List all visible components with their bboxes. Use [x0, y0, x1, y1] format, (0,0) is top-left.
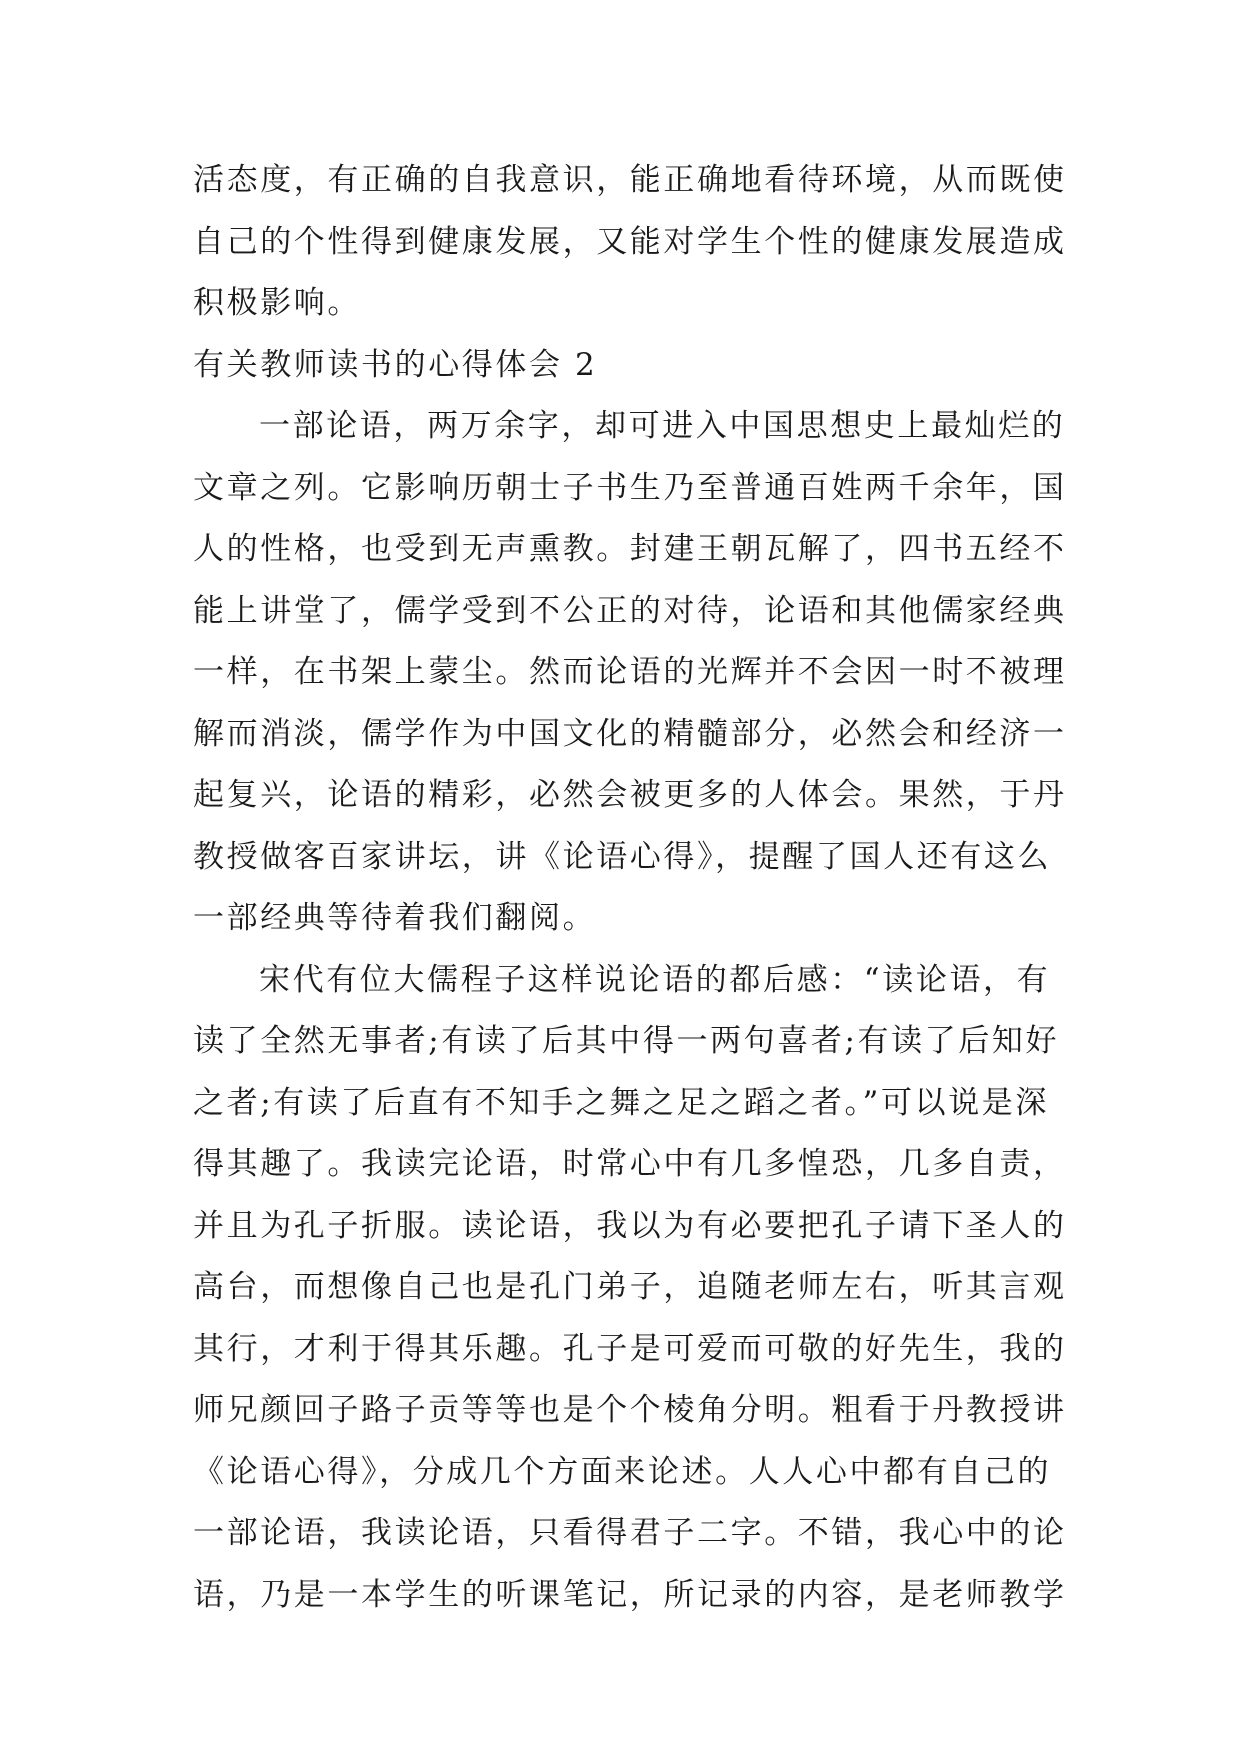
text-line: 教授做客百家讲坛，讲《论语心得》，提醒了国人还有这么: [193, 838, 1052, 875]
text-line: 人的性格，也受到无声熏教。封建王朝瓦解了，四书五经不: [193, 531, 1067, 567]
text-line: 一样，在书架上蒙尘。然而论语的光辉并不会因一时不被理: [193, 654, 1067, 690]
text-line: 语，乃是一本学生的听课笔记，所记录的内容，是老师教学: [193, 1576, 1067, 1613]
text-line: 起复兴，论语的精彩，必然会被更多的人体会。果然，于丹: [193, 777, 1067, 813]
text-line: 得其趣了。我读完论语，时常心中有几多惶恐，几多自责，: [193, 1146, 1067, 1182]
text-line: 一部经典等待着我们翻阅。: [193, 900, 597, 936]
text-line: 并且为孔子折服。读论语，我以为有必要把孔子请下圣人的: [193, 1207, 1067, 1244]
text-line: 其行，才利于得其乐趣。孔子是可爱而可敬的好先生，我的: [193, 1330, 1067, 1367]
text-line: 自己的个性得到健康发展，又能对学生个性的健康发展造成: [193, 223, 1067, 260]
text-line: 高台，而想像自己也是孔门弟子，追随老师左右，听其言观: [193, 1269, 1067, 1305]
text-line: 积极影响。: [193, 285, 361, 321]
section-heading: 有关教师读书的心得体会 2: [193, 346, 598, 383]
document-body: [193, 160, 1067, 1636]
text-line: 《论语心得》，分成几个方面来论述。人人心中都有自己的: [193, 1453, 1052, 1490]
paragraph-first-line: 宋代有位大儒程子这样说论语的都后感：“读论语，有: [259, 961, 1051, 998]
text-line: 一部论语，我读论语，只看得君子二字。不错，我心中的论: [193, 1515, 1067, 1551]
text-line: 师兄颜回子路子贡等等也是个个棱角分明。粗看于丹教授讲: [193, 1392, 1067, 1428]
text-line: 能上讲堂了，儒学受到不公正的对待，论语和其他儒家经典: [193, 592, 1067, 629]
text-line: 活态度，有正确的自我意识，能正确地看待环境，从而既使: [193, 162, 1067, 198]
text-line: 解而消淡，儒学作为中国文化的精髓部分，必然会和经济一: [193, 715, 1067, 752]
paragraph-first-line: 一部论语，两万余字，却可进入中国思想史上最灿烂的: [259, 408, 1066, 444]
text-line: 读了全然无事者;有读了后其中得一两句喜者;有读了后知好: [193, 1023, 1060, 1059]
text-line: 之者;有读了后直有不知手之舞之足之蹈之者。”可以说是深: [193, 1084, 1049, 1121]
text-line: 文章之列。它影响历朝士子书生乃至普通百姓两千余年，国: [193, 469, 1067, 506]
